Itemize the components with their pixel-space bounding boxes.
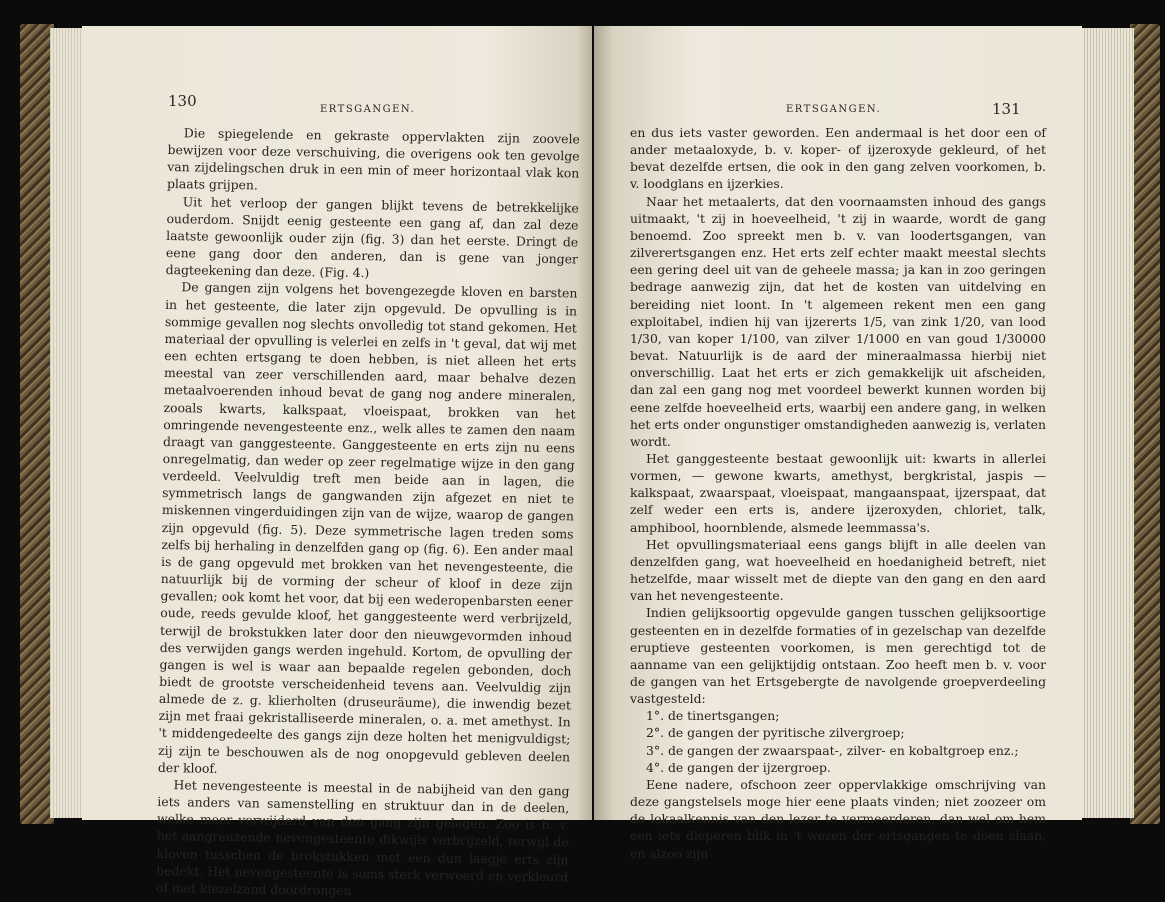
left-page-number: 130 [168,92,197,110]
right-paragraph: Het opvullingsmateriaal eens gangs blijft in alle deelen van denzelfden gang, wat hoeveelheid en hoedanigheid betreft, niet hetzelfde, maar wisselt met de diepte van den gang en den aard van het nevengesteente. [630,536,1046,604]
right-body-text [630,124,1046,862]
book-cover-left [20,24,54,824]
page-edges-right [1082,28,1134,818]
left-body-text [156,124,580,902]
left-paragraph: Het nevengesteente is meestal in de nabijheid van den gang iets anders van samenstelling en struktuur dan in de deelen, welke meer verwijderd van den gang zijn gelegen. Zoo is b. v. het aangrenzende nevengesteente dikwijls verbrijzeld, terwijl de kloven tusschen de brokstukken met een dun laagje erts zijn bedekt. Het nevengesteente is soms sterk verweerd en verkleurd of met kiezelzand doordrongen [155,777,570,898]
left-running-head: ERTSGANGEN. [320,104,416,115]
right-page-number: 131 [992,100,1021,118]
book-cover-right [1130,24,1160,824]
right-paragraph: Indien gelijksoortig opgevulde gangen tusschen gelijksoortige gesteenten en in dezelfde formaties of in gezelschap van dezelfde eruptieve gesteenten voorkomen, is men gerechtigd tot de aanname van een gelijktijdig ontstaan. Zoo heeft men b. v. voor de gangen van het Ertsgebergte de navolgende groepverdeeling vastgesteld: [630,605,1046,707]
list-item: 4°. de gangen der ijzergroep. [646,759,831,775]
right-paragraph: Eene nadere, ofschoon zeer oppervlakkige omschrijving van deze gangstelsels moge hier eene plaats vinden; niet zoozeer om de lokaalkennis van den lezer te vermeerderen, dan wel om hem een iets dieperen blik in 't wezen der ertsgangen te doen slaan, en alzoo zijn [630,776,1046,861]
list-item: 1°. de tinertsgangen; [646,708,780,724]
right-paragraph: Het ganggesteente bestaat gewoonlijk uit: kwarts in allerlei vormen, — gewone kwarts, amethyst, bergkristal, jaspis — kalkspaat, zwaarspaat, vloeispaat, mangaanspaat, ijzerspaat, dat zelf weder een erts is, andere ijzeroxyden, chloriet, talk, amphibool, hoornblende, alsmede leemmassa's. [630,450,1046,535]
right-page [594,26,1082,861]
left-page [82,26,592,898]
left-paragraph: Die spiegelende en gekraste oppervlakten zijn zoovele bewijzen voor deze verschuiving, die overigens ook ten gevolge van zijdelingschen druk in een min of meer horizontaal vlak kon plaats grijpen. [166,125,580,193]
left-paragraph: De gangen zijn volgens het bovengezegde kloven en barsten in het gesteente, die later zijn opgevuld. De opvulling is in sommige gevallen nog slechts onvolledig tot stand gekomen. Het materiaal der opvulling is velerlei en zelfs in 't geval, dat wij met een echten ertsgang te doen hebben, is niet alleen het erts meestal van zeer verschillenden aard, maar behalve dezen metaalvoerenden inhoud bevat de gang nog andere mineralen, zooals kwarts, kalkspaat, vloeispaat, brokken van het omringende nevengesteente enz., welk alles te zamen den naam draagt van ganggesteente. Ganggesteente en erts zijn nu eens onregelmatig, dan weder op zeer regelmatige wijze in den gang verdeeld. Veelvuldig treft men beide aan in lagen, die symmetrisch langs de gangwanden zijn afgezet en niet te miskennen vingerduidingen zijn van de wijze, waarop de gangen zijn opgevuld (fig. 5). Deze symmetrische lagen treden soms zelfs bij herhaling in denzelfden gang op (fig. 6). Een ander maal is de gang opgevuld met brokken van het nevengesteente, die natuurlijk bij de vorming der scheur of kloof in deze zijn gevallen; ook komt het voor, dat bij een wederopenbarsten eener oude, reeds gevulde kloof, het ganggesteente werd verbrijzeld, terwijl de brokstukken later door den nieuwgevormden inhoud des verwijden gangs werden ingehuld. Kortom, de opvulling der gangen is wel is waar aan bepaalde regelen gebonden, doch biedt de grootste verscheidenheid tevens aan. Veelvuldig zijn almede de z. g. klierholten (druseuräume), die inwendig bezet zijn met fraai gekristalliseerde mineralen, o. a. met amethyst. In 't middengedeelte des gangs zijn deze holten het menigvuldigst; zij zijn te beschouwen als de nog onopgevuld gebleven deelen der kloof. [157,279,578,776]
right-paragraph: en dus iets vaster geworden. Een andermaal is het door een of ander metaaloxyde, b. v. koper- of ijzeroxyde gekleurd, of het bevat dezelfde ertsen, die ook in den gang zelven voorkomen, b. v. loodglans en ijzerkies. [630,125,1046,192]
open-book [20,20,1160,898]
list-item: 2°. de gangen der pyritische zilvergroep; [646,725,905,741]
right-paragraph: Naar het metaalerts, dat den voornaamsten inhoud des gangs uitmaakt, 't zij in hoeveelheid, 't zij in waarde, wordt de gang benoemd. Zoo spreekt men b. v. van loodertsgangen, van zilverertsgangen enz. Het erts zelf echter maakt meestal slechts een gering deel uit van de geheele massa; ja kan in zoo geringen bedrage aanwezig zijn, dat het de kosten van uitdelving en bereiding niet loont. In 't algemeen rekent men een gang exploitabel, indien hij van ijzererts 1/5, van zink 1/20, van lood 1/30, van koper 1/100, van zilver 1/1000 en van goud 1/30000 bevat. Natuurlijk is de aard der mineraalmassa hierbij niet onverschillig. Laat het erts er zich gemakkelijk uit afscheiden, dan zal een gang nog met voordeel bewerkt kunnen worden bij eene zelfde hoeveelheid erts, waarbij een andere gang, in welken het erts onder ongunstiger omstandigheden aanwezig is, verlaten wordt. [630,193,1046,449]
right-running-head: ERTSGANGEN. [786,104,882,115]
left-paragraph: Uit het verloop der gangen blijkt tevens de betrekkelijke ouderdom. Snijdt eenig gesteente een gang af, dan zal deze laatste gewoonlijk ouder zijn (fig. 3) dan het eerste. Dringt de eene gang door den anderen, dan is gene van jonger dagteekening dan deze. (Fig. 4.) [165,193,579,281]
list-item: 3°. de gangen der zwaarspaat-, zilver- en kobaltgroep enz.; [646,742,1019,758]
